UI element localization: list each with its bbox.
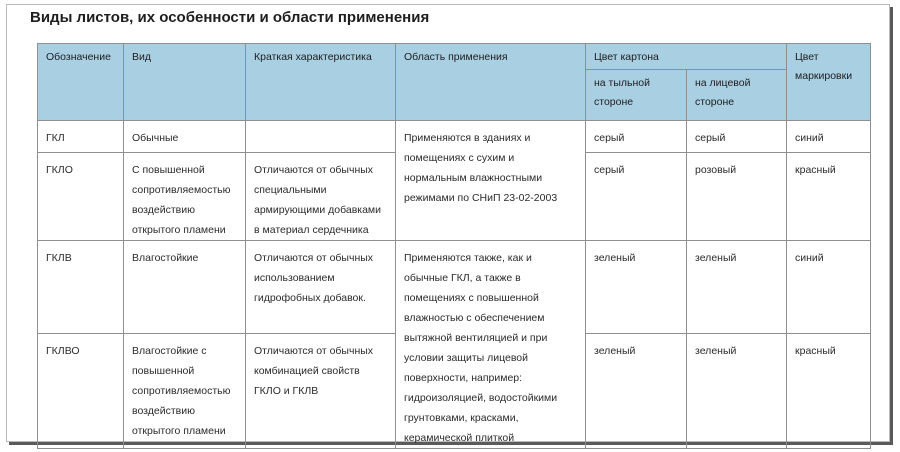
sheet-types-table <box>37 43 871 449</box>
cell-front-color: серый <box>687 121 787 153</box>
cell-designation: ГКЛ <box>38 121 124 153</box>
cell-designation: ГКЛВ <box>38 241 124 334</box>
table-row <box>38 241 871 334</box>
cell-back-color: зеленый <box>586 241 687 334</box>
header-row <box>38 44 871 70</box>
cell-marking-color: синий <box>787 121 871 153</box>
cell-back-color: зеленый <box>586 334 687 449</box>
cell-front-color: зеленый <box>687 334 787 449</box>
cell-type: Влагостойкие с повышенной сопротивляемостью воздействию открытого пламени <box>124 334 246 449</box>
page-title: Виды листов, их особенности и области применения <box>30 9 430 26</box>
header-type: Вид <box>124 44 246 121</box>
cell-front-color: зеленый <box>687 241 787 334</box>
cell-description: Отличаются от обычных комбинацией свойств ГКЛО и ГКЛВ <box>246 334 396 449</box>
cell-description: Отличаются от обычных специальными армирующими добавками в материал сердечника <box>246 153 396 241</box>
cell-type: Обычные <box>124 121 246 153</box>
cell-designation: ГКЛО <box>38 153 124 241</box>
cell-application-group-1: Применяются в зданиях и помещениях с сухим и нормальным влажностными режимами по СНиП 23-02-2003 <box>396 121 586 241</box>
cell-description: Отличаются от обычных использованием гидрофобных добавок. <box>246 241 396 334</box>
cell-application-group-2: Применяются также, как и обычные ГКЛ, а также в помещениях с повышенной влажностью с обеспечением вытяжной вентиляцией и при условии защиты лицевой поверхности, например: гидроизоляцией, водостойкими грунтовками, красками, керамической плиткой <box>396 241 586 449</box>
header-front-side: на лицевой стороне <box>687 70 787 121</box>
cell-type: С повышенной сопротивляемостью воздействию открытого пламени <box>124 153 246 241</box>
cell-designation: ГКЛВО <box>38 334 124 449</box>
cell-front-color: розовый <box>687 153 787 241</box>
table-row <box>38 121 871 153</box>
cell-back-color: серый <box>586 153 687 241</box>
cell-back-color: серый <box>586 121 687 153</box>
header-short-description: Краткая характеристика <box>246 44 396 121</box>
header-designation: Обозначение <box>38 44 124 121</box>
cell-marking-color: красный <box>787 334 871 449</box>
cell-type: Влагостойкие <box>124 241 246 334</box>
cell-description <box>246 121 396 153</box>
header-cardboard-color: Цвет картона <box>586 44 787 70</box>
cell-marking-color: красный <box>787 153 871 241</box>
header-application: Область применения <box>396 44 586 121</box>
header-back-side: на тыльной стороне <box>586 70 687 121</box>
cell-marking-color: синий <box>787 241 871 334</box>
header-marking-color: Цвет маркировки <box>787 44 871 121</box>
